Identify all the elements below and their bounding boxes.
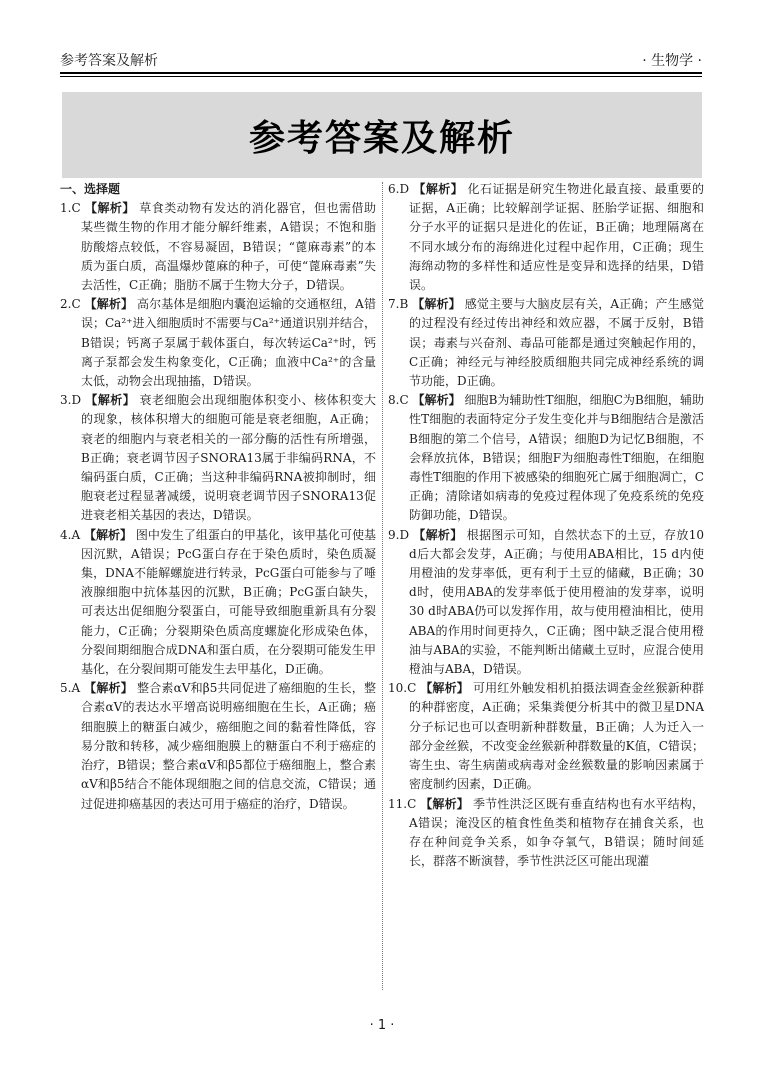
- answer-choice: B: [399, 297, 409, 312]
- analysis-text: 化石证据是研究生物进化最直接、最重要的证据，A正确；比较解剖学证据、胚胎学证据、细胞和分子水平的证据只是进化的佐证，B正确；地理隔离在不同水域分布的海绵进化过程中起作用，C正确；现生海绵动物的多样性和适应性是变异和选择的结果，D错误。: [409, 182, 704, 293]
- question-number: 7.: [388, 297, 400, 312]
- answer-choice: D: [71, 393, 82, 408]
- analysis-tag: 【解析】: [412, 393, 461, 408]
- answer-choice: D: [399, 527, 410, 542]
- answer-choice: C: [71, 201, 81, 216]
- page-number: · 1 ·: [369, 1018, 395, 1033]
- running-head-subject: · 生物学 ·: [642, 53, 702, 69]
- question-number: 4.: [60, 527, 72, 542]
- question-number: 8.: [388, 393, 400, 408]
- analysis-tag: 【解析】: [420, 681, 469, 696]
- left-column: [60, 180, 376, 994]
- running-head: [60, 48, 702, 70]
- answer-item: [60, 679, 376, 813]
- analysis-text: 细胞B为辅助性T细胞，细胞C为B细胞，辅助性T细胞的表面特定分子发生变化并与B细胞结合是激活B细胞的第二个信号，A错误；细胞D为记忆B细胞，不会释放抗体，B错误；细胞F为细胞毒性T细胞，在细胞毒性T细胞的作用下被感染的细胞死亡属于细胞凋亡，C正确；清除诸如病毒的免疫过程体现了免疫系统的免疫防御功能，D错误。: [409, 393, 704, 523]
- analysis-text: 衰老细胞会出现细胞体积变小、核体积变大的现象，核体积增大的细胞可能是衰老细胞，A正确；衰老的细胞内与衰老相关的一部分酶的活性有所增强，B正确；衰老调节因子SNORA13属于非编码RNA，不编码蛋白质，C正确；当这种非编码RNA被抑制时，细胞衰老过程显著减缓，说明衰老调节因子SNORA13促进衰老相关基因的表达，D错误。: [81, 393, 376, 523]
- analysis-tag: 【解析】: [412, 297, 461, 312]
- column-divider: [382, 182, 383, 990]
- question-number: 11.: [388, 796, 408, 811]
- answer-choice: A: [71, 527, 81, 542]
- answer-item: [60, 391, 376, 525]
- running-head-title: 参考答案及解析: [60, 53, 158, 69]
- question-number: 6.: [388, 182, 400, 196]
- answer-choice: C: [407, 681, 417, 696]
- answer-item: [388, 180, 704, 295]
- analysis-text: 图中发生了组蛋白的甲基化，该甲基化可使基因沉默，A错误；PcG蛋白存在于染色质时，染色质凝集，DNA不能解螺旋进行转录，PcG蛋白可能参与了唾液腺细胞中抗体基因的沉默，B正确；PcG蛋白缺失，可表达出促细胞分裂蛋白，可能导致细胞重新具有分裂能力，C正确；分裂期染色质高度螺旋化形成染色体，分裂间期细胞合成DNA和蛋白质，在分裂期可能发生甲基化，在分裂间期可能发生去甲基化，D正确。: [81, 527, 376, 677]
- analysis-tag: 【解析】: [413, 527, 463, 542]
- question-number: 1.: [60, 201, 72, 216]
- answer-choice: A: [71, 681, 81, 696]
- analysis-text: 高尔基体是细胞内囊泡运输的交通枢纽，A错误；Ca²⁺进入细胞质时不需要与Ca²⁺通道识别并结合，B错误；钙离子泵属于载体蛋白，每次转运Ca²⁺时，钙离子泵都会发生构象变化，C正确；血液中Ca²⁺的含量太低，动物会出现抽搐，D错误。: [81, 297, 376, 389]
- answer-item: [388, 391, 704, 525]
- answer-item: [60, 199, 376, 295]
- answer-item: [60, 295, 376, 391]
- right-column: [388, 180, 704, 994]
- section-title: 一、选择题: [60, 182, 121, 196]
- two-column-body: [60, 180, 704, 994]
- answer-item: [388, 679, 704, 794]
- analysis-tag: 【解析】: [84, 297, 134, 312]
- question-number: 5.: [60, 681, 72, 696]
- analysis-text: 季节性洪泛区既有垂直结构也有水平结构，A错误；淹没区的植食性鱼类和植物存在捕食关系，也存在种间竞争关系，如争夺氧气，B错误；随时间延长，群落不断演替，季节性洪泛区可能出现灌: [409, 796, 704, 869]
- analysis-text: 根据图示可知，自然状态下的土豆，存放10 d后大都会发芽，A正确；与使用ABA相比，15 d内使用橙油的发芽率低，更有利于土豆的储藏，B正确；30 d时，使用ABA的发芽率低于使用橙油的发芽率，说明30 d时ABA仍可以发挥作用，故与使用橙油相比，使用ABA的作用时间更持久，C正确；图中缺乏混合使用橙油与ABA的实验，不能判断出储藏土豆时，应混合使用橙油与ABA，D错误。: [409, 527, 704, 677]
- question-number: 2.: [60, 297, 72, 312]
- analysis-text: 可用红外触发相机拍摄法调查金丝猴新种群的种群密度，A正确；采集粪便分析其中的微卫星DNA分子标记也可以查明新种群数量，B正确；人为迁入一部分金丝猴，不改变金丝猴新种群数量的K值，C错误；寄生虫、寄生病菌或病毒对金丝猴数量的影响因素属于密度制约因素，D正确。: [409, 681, 704, 792]
- analysis-tag: 【解析】: [420, 796, 469, 811]
- analysis-tag: 【解析】: [413, 182, 464, 196]
- question-number: 10.: [388, 681, 408, 696]
- answer-choice: D: [399, 182, 410, 196]
- analysis-text: 感觉主要与大脑皮层有关，A正确；产生感觉的过程没有经过传出神经和效应器，不属于反射，B错误；毒素与兴奋剂、毒品可能都是通过突触起作用的，C正确；神经元与神经胶质细胞共同完成神经系统的调节功能，D正确。: [409, 297, 704, 389]
- header-rule-thin: [60, 76, 702, 77]
- question-number: 3.: [60, 393, 72, 408]
- answer-item: [388, 526, 704, 680]
- analysis-text: 草食类动物有发达的消化器官，但也需借助某些微生物的作用才能分解纤维素，A错误；不饱和脂肪酸熔点较低，不容易凝固，B错误；“蓖麻毒素”的本质为蛋白质，高温爆炒蓖麻的种子，可使“蓖麻毒素”失去活性，C正确；脂肪不属于生物大分子，D错误。: [81, 201, 376, 293]
- title-banner: [62, 92, 702, 178]
- answer-choice: C: [71, 297, 81, 312]
- header-rule-thick: [60, 72, 702, 74]
- analysis-tag: 【解析】: [83, 527, 132, 542]
- analysis-tag: 【解析】: [84, 201, 135, 216]
- answer-choice: C: [407, 796, 417, 811]
- question-number: 9.: [388, 527, 400, 542]
- answer-item: [388, 295, 704, 391]
- page-title: 参考答案及解析: [248, 117, 515, 159]
- analysis-tag: 【解析】: [84, 681, 133, 696]
- analysis-tag: 【解析】: [85, 393, 136, 408]
- answer-item: [60, 526, 376, 680]
- answer-item: [388, 795, 704, 872]
- analysis-text: 整合素αV和β5共同促进了癌细胞的生长，整合素αV的表达水平增高说明癌细胞在生长，A正确；癌细胞膜上的糖蛋白减少，癌细胞之间的黏着性降低，容易分散和转移，减少癌细胞膜上的糖蛋白不利于癌症的治疗，B错误；整合素αV和β5都位于癌细胞上，整合素αV和β5结合不能体现细胞之间的信息交流，C错误；通过促进抑癌基因的表达可用于癌症的治疗，D错误。: [81, 681, 376, 811]
- answer-choice: C: [399, 393, 409, 408]
